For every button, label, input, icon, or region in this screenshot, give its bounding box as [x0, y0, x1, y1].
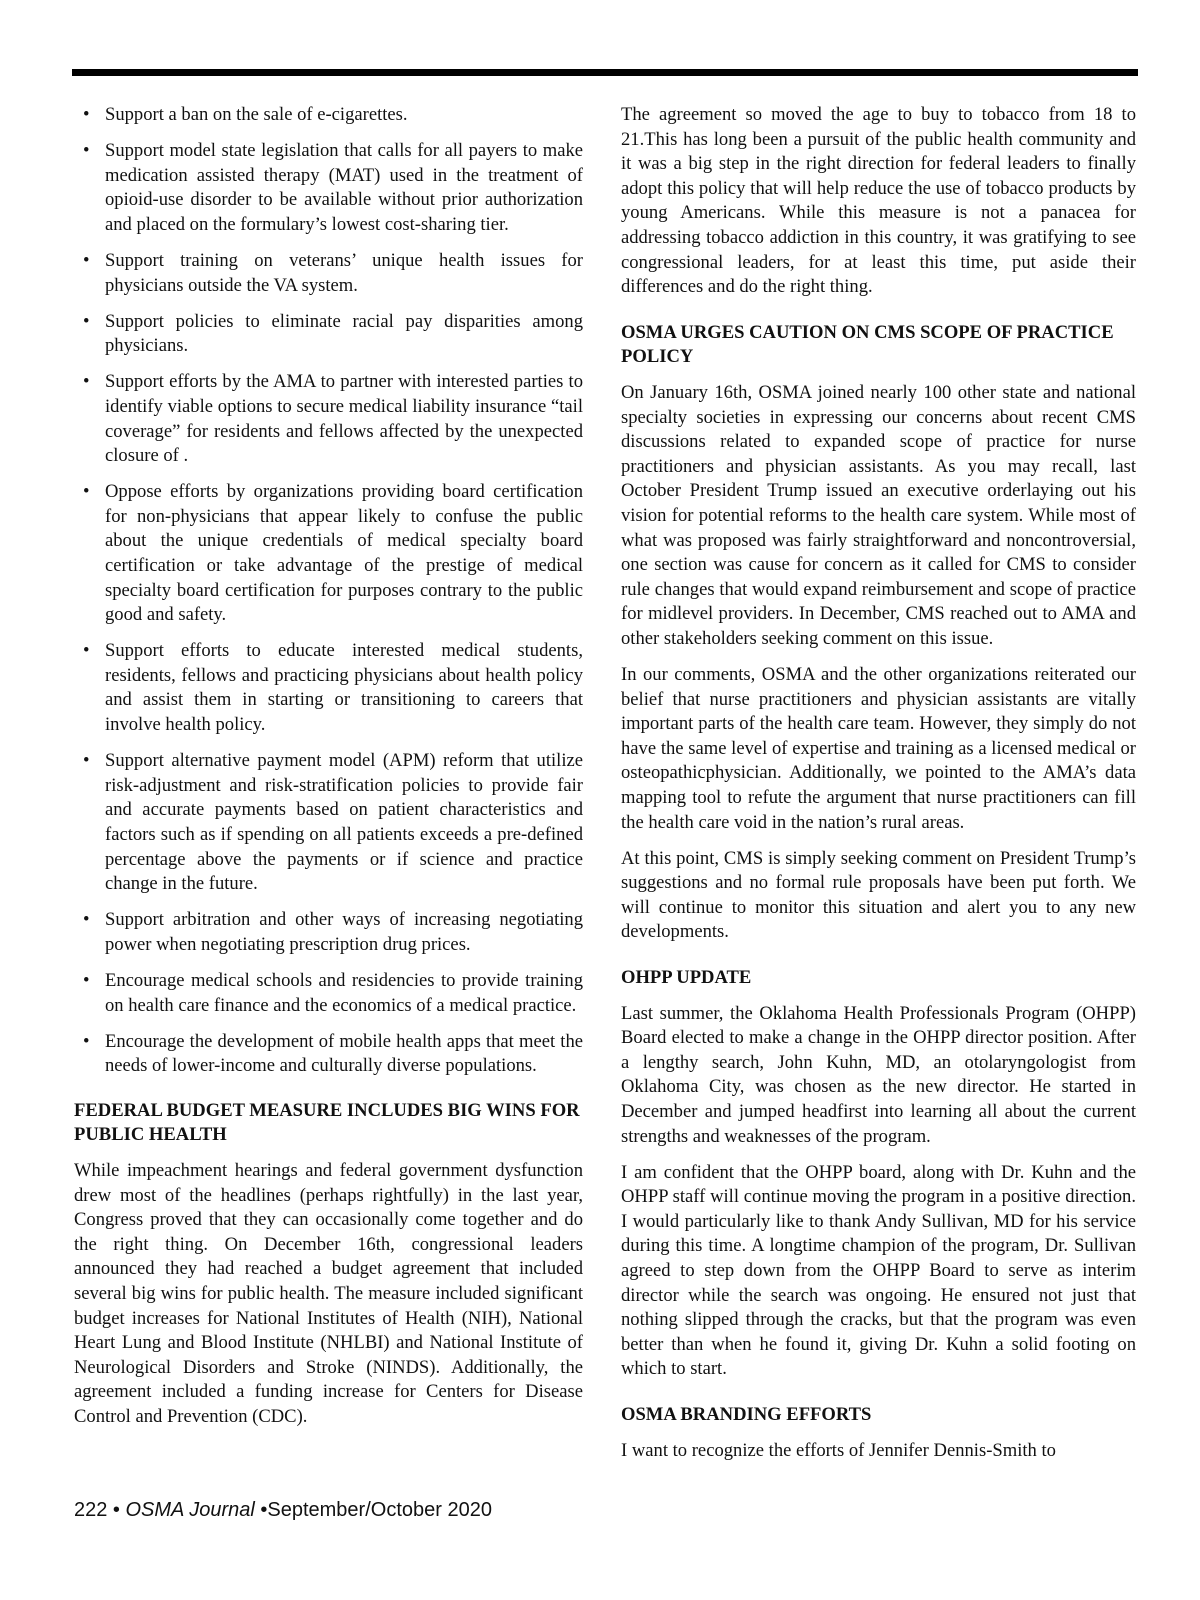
branding-paragraph: I want to recognize the efforts of Jennifer Dennis-Smith to	[621, 1439, 1056, 1461]
bullet-item: • Oppose efforts by organizations providing board certification for non-physicians that appear likely to confuse the public about the unique credentials of medical specialty board certification or take advantage of the prestige of medical specialty board certification for purposes contrary to the public good and safety.	[74, 480, 583, 628]
tobacco-age-paragraph: The agreement so moved the age to buy to tobacco from 18 to 21.This has long been a pursuit of the public health community and it was a big step in the right direction for federal leaders to finally adopt this policy that will help reduce the use of tobacco products by young Americans. While this measure is not a panacea for addressing tobacco addiction in this country, it was gratifying to see congressional leaders, for at least this time, put aside their differences and do the right thing.	[621, 104, 1136, 298]
footer-separator: •	[107, 1499, 126, 1521]
bullet-item: • Encourage medical schools and residencies to provide training on health care finance and the economics of a medical practice.	[74, 969, 583, 1018]
page-number: 222	[74, 1499, 108, 1521]
policy-bullet-list	[74, 103, 583, 1079]
bullet-item: • Support efforts to educate interested medical students, residents, fellows and practicing physicians about health policy and assist them in starting or transitioning to careers that involve health policy.	[74, 639, 583, 737]
ohpp-paragraph: I am confident that the OHPP board, along with Dr. Kuhn and the OHPP staff will continue moving the program in a positive direction. I would particularly like to thank Andy Sullivan, MD for his service during this time. A longtime champion of the program, Dr. Sullivan agreed to step down from the OHPP Board to serve as interim director while the search was ongoing. He ensured not just that nothing slipped through the cracks, but that the program was even better than when he found it, giving Dr. Kuhn a solid footing on which to start.	[621, 1161, 1136, 1380]
bullet-item: • Support efforts by the AMA to partner with interested parties to identify viable options to secure medical liability insurance “tail coverage” for residents and fellows affected by the unexpected closure of .	[74, 370, 583, 468]
bullet-item: • Encourage the development of mobile health apps that meet the needs of lower-income and culturally diverse populations.	[74, 1030, 583, 1079]
bullet-item: • Support model state legislation that calls for all payers to make medication assisted therapy (MAT) used in the treatment of opioid-use disorder to be available without prior authorization and placed on the formulary’s lowest cost-sharing tier.	[74, 139, 583, 237]
footer-separator: •	[254, 1499, 268, 1521]
bullet-item: • Support training on veterans’ unique health issues for physicians outside the VA system.	[74, 249, 583, 298]
issue-date: September/October 2020	[267, 1499, 492, 1521]
cms-scope-paragraph: On January 16th, OSMA joined nearly 100 other state and national specialty societies in expressing our concerns about recent CMS discussions related to expanded scope of practice for nurse practitioners and physician assistants. As you may recall, last October President Trump issued an executive orderlaying out his vision for potential reforms to the health care system. While most of what was proposed was fairly straightforward and noncontroversial, one section was cause for concern as it called for CMS to consider rule changes that would expand reimbursement and scope of practice for midlevel providers. In December, CMS reached out to AMA and other stakeholders seeking comment on this issue.	[621, 381, 1136, 649]
bullet-item: • Support arbitration and other ways of increasing negotiating power when negotiating prescription drug prices.	[74, 908, 583, 957]
top-rule-divider	[72, 69, 1138, 76]
bullet-item: • Support a ban on the sale of e-cigarettes.	[74, 103, 583, 128]
page-footer	[74, 1499, 492, 1522]
right-column	[621, 103, 1136, 1475]
federal-budget-paragraph: While impeachment hearings and federal government dysfunction drew most of the headlines (perhaps rightfully) in the last year, Congress proved that they can occasionally come together and do the right thing. On December 16th, congressional leaders announced they had reached a budget agreement that included several big wins for public health. The measure included significant budget increases for National Institutes of Health (NIH), National Heart Lung and Blood Institute (NHLBI) and National Institute of Neurological Disorders and Stroke (NINDS). Additionally, the agreement included a funding increase for Centers for Disease Control and Prevention (CDC).	[74, 1159, 583, 1427]
bullet-item: • Support alternative payment model (APM) reform that utilize risk-adjustment and risk-stratification policies to provide fair and accurate payments based on patient characteristics and factors such as if spending on all patients exceeds a pre-defined percentage above the payments or if science and practice change in the future.	[74, 749, 583, 897]
cms-scope-paragraph: In our comments, OSMA and the other organizations reiterated our belief that nurse practitioners and physician assistants are vitally important parts of the health care team. However, they simply do not have the same level of expertise and training as a licensed medical or osteopathicphysician. Additionally, we pointed to the AMA’s data mapping tool to refute the argument that nurse practitioners can fill the health care void in the nation’s rural areas.	[621, 663, 1136, 833]
left-column	[74, 103, 583, 1441]
cms-scope-paragraph: At this point, CMS is simply seeking comment on President Trump’s suggestions and no formal rule proposals have been put forth. We will continue to monitor this situation and alert you to any new developments.	[621, 847, 1136, 943]
publication-name: OSMA Journal	[125, 1499, 255, 1521]
ohpp-update-heading: OHPP UPDATE	[621, 967, 752, 988]
bullet-item: • Support policies to eliminate racial pay disparities among physicians.	[74, 310, 583, 359]
ohpp-paragraph: Last summer, the Oklahoma Health Professionals Program (OHPP) Board elected to make a change in the OHPP director position. After a lengthy search, John Kuhn, MD, an otolaryngologist from Oklahoma City, was chosen as the new director. He started in December and jumped headfirst into learning all about the current strengths and weaknesses of the program.	[621, 1002, 1136, 1147]
cms-scope-heading: OSMA URGES CAUTION ON CMS SCOPE OF PRACTICE POLICY	[621, 321, 1114, 368]
branding-heading: OSMA BRANDING EFFORTS	[621, 1404, 872, 1425]
federal-budget-heading: FEDERAL BUDGET MEASURE INCLUDES BIG WINS FOR PUBLIC HEALTH	[74, 1099, 580, 1146]
